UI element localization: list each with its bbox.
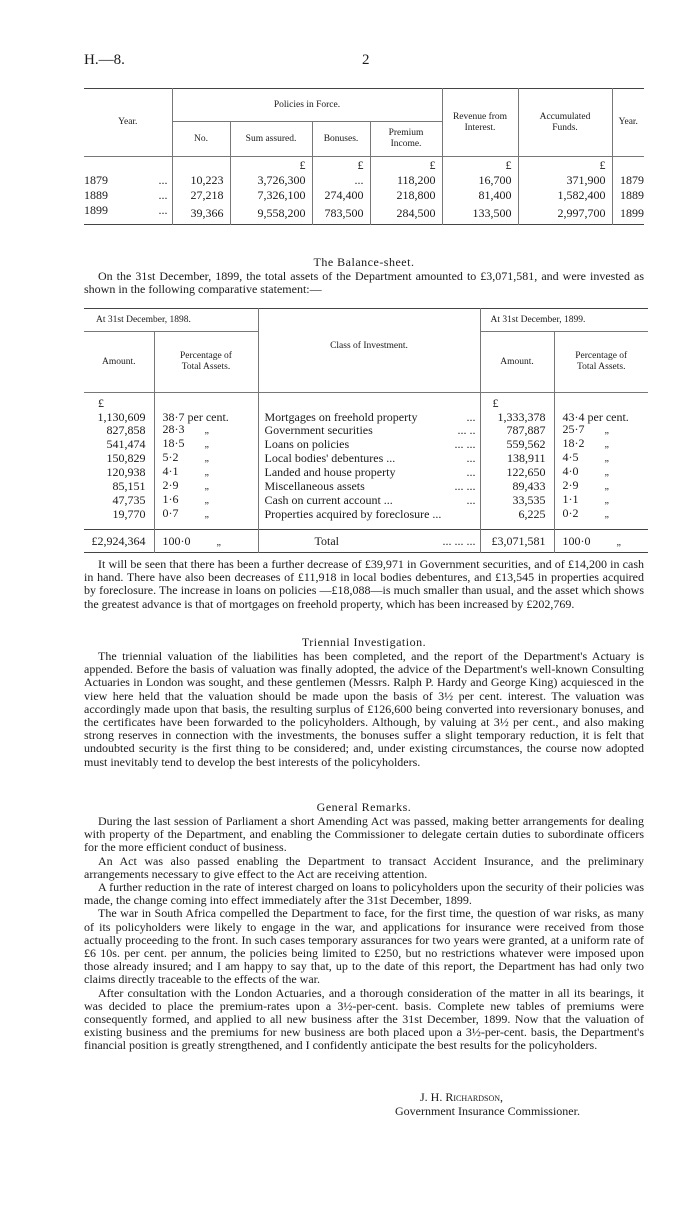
ditto-mark: „ [604, 495, 611, 506]
cell-sum: 7,326,100 [230, 188, 312, 203]
balance-commentary [84, 558, 644, 611]
triennial-section [84, 650, 644, 769]
cell-class: Local bodies' debentures ... [264, 451, 396, 465]
cell-pct-1898: 18·5 [162, 436, 185, 450]
cell-accum: 1,582,400 [518, 188, 612, 203]
cell-pct-1899: 4·0 [562, 464, 579, 478]
ditto-mark: „ [204, 467, 211, 478]
page-number: 2 [362, 52, 370, 68]
currency-mark: £ [442, 157, 518, 174]
leader-dots: ... [466, 410, 476, 424]
balance-intro [84, 270, 644, 296]
col-pct-1899: Percentage of Total Assets. [554, 332, 648, 393]
cell-revenue: 133,500 [442, 203, 518, 225]
row-year: 1889 [84, 188, 108, 202]
ditto-mark: „ [216, 536, 223, 548]
cell-year: 1889 [612, 188, 644, 203]
cell-year: 1879 [612, 173, 644, 188]
currency-mark: £ [98, 396, 104, 410]
cell-sum: 3,726,300 [230, 173, 312, 188]
cell-class: Cash on current account ... [264, 493, 393, 507]
cell-revenue: 16,700 [442, 173, 518, 188]
cell-premium: 218,800 [370, 188, 442, 203]
cell-pct-1899: 2·9 [562, 478, 579, 492]
policies-table [84, 88, 644, 225]
cell-sum: 9,558,200 [230, 203, 312, 225]
cell-pct-1898: 28·3 [162, 422, 185, 436]
ditto-mark: „ [616, 536, 623, 548]
cell-pct-1898: 5·2 [162, 450, 179, 464]
leader-dots: ... [158, 188, 168, 202]
row-year: 1879 [84, 173, 108, 187]
cell-pct-1899: 18·2 [562, 436, 585, 450]
cell-pct-1898: 2·9 [162, 478, 179, 492]
cell-no: 39,366 [172, 203, 230, 225]
cell-pct-1898: 0·7 [162, 506, 179, 520]
currency-mark: £ [312, 157, 370, 174]
leader-dots: ... ... [454, 479, 476, 493]
col-year: Year. [118, 117, 138, 127]
group-policies-in-force: Policies in Force. [172, 89, 442, 122]
balance-intro-text: On the 31st December, 1899, the total assets of the Department amounted to £3,071,581, and were invested as shown in the following comparative statement:— [84, 269, 644, 297]
cell-class: Loans on policies [264, 437, 350, 451]
cell-amount-1898: 85,151 [112, 479, 146, 493]
currency-mark: £ [230, 157, 312, 174]
cell-amount-1899: 122,650 [480, 465, 554, 479]
ditto-mark: „ [604, 509, 611, 520]
currency-mark: £ [370, 157, 442, 174]
cell-pct-1898: 4·1 [162, 464, 179, 478]
currency-mark: £ [518, 157, 612, 174]
general-paragraph: A further reduction in the rate of interest charged on loans to policyholders upon the security of their policies was made, the change coming into effect immediately after the 31st December, 1899. [84, 880, 644, 908]
cell-amount-1899: 33,535 [480, 493, 554, 507]
general-remarks-heading: General Remarks. [316, 800, 412, 814]
ditto-mark: „ [204, 439, 211, 450]
cell-bonuses: 783,500 [312, 203, 370, 225]
cell-revenue: 81,400 [442, 188, 518, 203]
cell-amount-1899: 89,433 [480, 479, 554, 493]
table-row [84, 188, 644, 203]
cell-amount-1898: 120,938 [106, 465, 146, 479]
table-row [84, 479, 648, 493]
table-row [84, 423, 648, 437]
general-remarks-section [84, 815, 644, 1053]
cell-amount-1898: 47,735 [112, 493, 146, 507]
col-revenue: Revenue from Interest. [442, 89, 518, 157]
cell-accum: 2,997,700 [518, 203, 612, 225]
cell-amount-1899: 559,562 [480, 437, 554, 451]
total-amount-1899: £3,071,581 [480, 530, 554, 553]
head-class: Class of Investment. [258, 309, 480, 393]
cell-amount-1898: 150,829 [106, 451, 146, 465]
cell-bonuses: 274,400 [312, 188, 370, 203]
cell-premium: 284,500 [370, 203, 442, 225]
cell-amount-1899: 787,887 [480, 423, 554, 437]
leader-dots: ... [466, 465, 476, 479]
table-row [84, 437, 648, 451]
table-row [84, 451, 648, 465]
total-row [84, 530, 648, 553]
cell-pct-1898: 38·7 per cent. [154, 411, 258, 423]
col-bonuses: Bonuses. [312, 122, 370, 157]
total-label: Total [314, 533, 339, 548]
balance-sheet-heading: The Balance-sheet. [313, 255, 415, 269]
cell-class: Properties acquired by foreclosure ... [264, 507, 442, 521]
col-amount-1898: Amount. [101, 356, 136, 367]
ditto-mark: „ [604, 425, 611, 436]
total-amount-1898: £2,924,364 [91, 533, 146, 548]
table-row [84, 203, 644, 225]
ditto-mark: „ [204, 509, 211, 520]
col-pct-1898: Percentage of Total Assets. [154, 332, 258, 393]
ditto-mark: „ [604, 453, 611, 464]
signatory-title: Government Insurance Commissioner. [395, 1104, 580, 1118]
cell-pct-1899: 4·5 [562, 450, 579, 464]
ditto-mark: „ [604, 481, 611, 492]
signatory-name: J. H. Richardson, [420, 1090, 504, 1104]
head-1899: At 31st December, 1899. [480, 309, 648, 332]
general-paragraph: After consultation with the London Actuaries, and a thorough consideration of the matter in all its bearings, it was decided to place the premium-rates upon a 3½-per-cent. basis. Complete new tables of premiums were consequently formed, and applied to all new business after the 31st December, 1899. Now that the valuation of existing business and the premiums for new business are both placed upon a 3½-per-cent. basis, the Department's financial position is greatly strengthened, and I confidently anticipate the best results for the policyholders. [84, 985, 644, 1053]
ditto-mark: „ [204, 495, 211, 506]
total-pct-1898: 100·0 [162, 533, 191, 548]
table-row [84, 465, 648, 479]
cell-no: 10,223 [172, 173, 230, 188]
cell-accum: 371,900 [518, 173, 612, 188]
cell-amount-1899: 6,225 [480, 507, 554, 530]
general-paragraph: An Act was also passed enabling the Department to transact Accident Insurance, and the preliminary arrangements necessary to give effect to the Act are receiving attention. [84, 853, 644, 881]
cell-pct-1899: 25·7 [562, 422, 585, 436]
col-accumulated-funds: Accumulated Funds. [518, 89, 612, 157]
cell-amount-1899: 1,333,378 [480, 411, 554, 423]
row-year: 1899 [84, 203, 108, 217]
cell-amount-1898: 827,858 [106, 423, 146, 437]
cell-pct-1899: 1·1 [562, 492, 579, 506]
ditto-mark: „ [604, 467, 611, 478]
currency-mark: £ [480, 393, 554, 412]
leader-dots: ... ... [454, 437, 476, 451]
head-1898: At 31st December, 1898. [84, 309, 258, 332]
leader-dots: ... .. [457, 423, 476, 437]
cell-class: Landed and house property [264, 465, 396, 479]
cell-class: Miscellaneous assets [264, 479, 365, 493]
general-paragraph: During the last session of Parliament a short Amending Act was passed, making better arrangements for dealing with property of the Department, and enabling the Commissioner to delegate certain duties to subordinate officers for the more efficient conduct of business. [84, 814, 644, 855]
leader-dots: ... [158, 173, 168, 187]
cell-bonuses: ... [312, 173, 370, 188]
cell-pct-1899: 43·4 per cent. [554, 411, 648, 423]
col-no: No. [172, 122, 230, 157]
cell-class: Government securities [264, 423, 373, 437]
balance-commentary-text: It will be seen that there has been a further decrease of £39,971 in Government securities, and of £14,200 in cash in hand. There have also been decreases of £11,918 in local bodies debentures, and £13,545 in properties acquired by foreclosure. The increase in loans on policies —£18,088—is much smaller than usual, and the asset which shows the greatest advance is that of mortgages on freehold property, which has been increased by £202,769. [84, 557, 644, 611]
report-code: H.—8. [84, 52, 125, 68]
ditto-mark: „ [204, 481, 211, 492]
leader-dots: ... [158, 203, 168, 217]
leader-dots: ... [466, 451, 476, 465]
ditto-mark: „ [604, 439, 611, 450]
col-year-right: Year. [612, 89, 644, 157]
cell-year: 1899 [612, 203, 644, 225]
triennial-heading: Triennial Investigation. [301, 635, 427, 649]
cell-pct-1899: 0·2 [562, 506, 579, 520]
total-pct-1899: 100·0 [562, 533, 591, 548]
cell-pct-1898: 1·6 [162, 492, 179, 506]
col-sum-assured: Sum assured. [230, 122, 312, 157]
col-amount-1899: Amount. [480, 332, 554, 393]
general-paragraph: The war in South Africa compelled the Department to face, for the first time, the question of war risks, as many of its policyholders were likely to engage in the war, and applications for insurance were received from those actually proceeding to the front. In such cases temporary assurances for two years were granted, at a uniform rate of £6 10s. per cent. per annum, the policies being limited to £250, but no restrictions whatever were imposed upon those already insured; and I am happy to say that, up to the date of this report, the Department has had only two claims directly traceable to the effects of the war. [84, 906, 644, 987]
cell-amount-1898: 1,130,609 [97, 410, 146, 424]
investment-table [84, 308, 648, 553]
ditto-mark: „ [204, 425, 211, 436]
cell-class: Mortgages on freehold property [264, 410, 418, 424]
table-row [84, 507, 648, 530]
table-row [84, 493, 648, 507]
table-row [84, 173, 644, 188]
triennial-text: The triennial valuation of the liabilities has been completed, and the report of the Department's Actuary is appended. Before the basis of valuation was finally adopted, the advice of the Department's well-known Consulting Actuaries in London was sought, and these gentlemen (Messrs. Ralph P. Hardy and George King) acquiesced in the view here held that the valuation should be made upon the basis of 3½ per cent. interest. The valuation was accordingly made upon that basis, the resulting surplus of £126,600 being converted into reversionary bonuses, and the certificates have been forwarded to the policyholders. Although, by valuing at 3½ per cent., and also making strong reserves in connection with the investments, the bonuses suffer a slight temporary reduction, it is felt that undoubted security is the first thing to be considered; and, under existing circumstances, the course now adopted must inevitably tend to develop the best interests of the policyholders. [84, 649, 644, 769]
col-premium-income: Premium Income. [370, 122, 442, 157]
leader-dots: ... [466, 493, 476, 507]
cell-amount-1899: 138,911 [480, 451, 554, 465]
cell-amount-1898: 541,474 [106, 437, 146, 451]
leader-dots: ... ... ... [442, 533, 476, 548]
cell-premium: 118,200 [370, 173, 442, 188]
cell-no: 27,218 [172, 188, 230, 203]
cell-amount-1898: 19,770 [112, 507, 146, 521]
ditto-mark: „ [204, 453, 211, 464]
